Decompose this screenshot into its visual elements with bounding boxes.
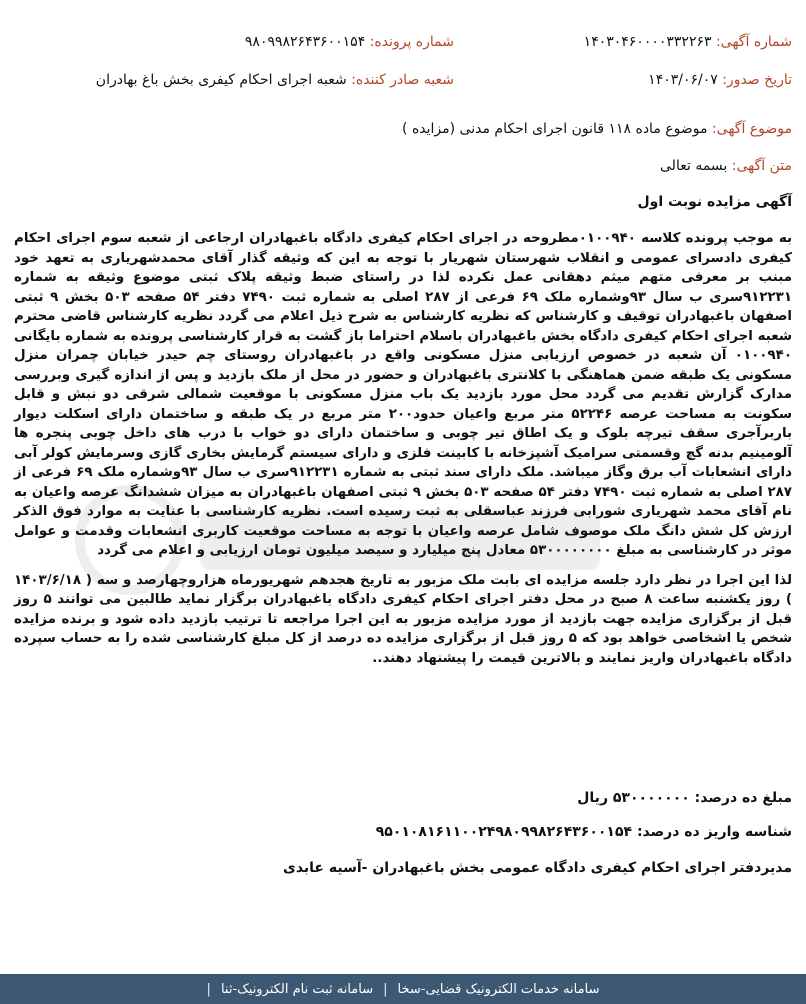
text-intro: بسمه تعالی — [660, 158, 728, 174]
header-row-2 — [14, 72, 792, 96]
deposit-id-label: شناسه واریز ده درصد: — [636, 824, 792, 840]
subject-label: موضوع آگهی: — [711, 121, 792, 137]
deposit-amount — [577, 790, 792, 806]
header-row-1 — [14, 34, 792, 58]
issue-date-value: ۱۴۰۳/۰۶/۰۷ — [648, 72, 718, 88]
notice-number-label: شماره آگهی: — [715, 34, 792, 50]
issuer — [96, 72, 454, 88]
deposit-value: ۵۳۰۰۰۰۰۰۰ ریال — [577, 790, 690, 806]
bottom-bar-separator-end: | — [206, 981, 211, 997]
issuer-label: شعبه صادر کننده: — [351, 72, 454, 88]
notice-body — [14, 229, 792, 668]
case-number-value: ۹۸۰۹۹۸۲۶۴۳۶۰۰۱۵۴ — [244, 34, 366, 50]
body-paragraph-1: به موجب پرونده کلاسه ۰۱۰۰۹۴۰مطروحه در اجرای احکام کیفری دادگاه باغبهادران ارجاعی از شعبه سوم اجرای احکام کیفری دادسرای عمومی و انقلاب شهرستان شهریار با توجه به این که وثیقه گذار آقای محمدشهریاری به تعهد خود مبنب بر معرفی متهم میثم دهقانی عمل نکرده لذا در راستای ضبط وثیقه پلاک ثبتی موضوع وثیقه به شماره ۹۱۲۲۳۱سری ب سال ۹۳وشماره ملک ۶۹ فرعی از ۲۸۷ اصلی به شماره ثبت ۷۴۹۰ دفتر ۵۴ صفحه ۵۰۳ بخش ۹ ثبتی اصفهان باغبهادران توقیف و کارشناس که نظریه کارشناس به شرح ذیل اعلام می گردد نظریه کارشناس قاضی محترم شعبه اجرای احکام کیفری دادگاه بخش باغبهادران باسلام احتراما باز گشت به قرار کارشناسی پرونده به شماره بایگانی ۰۱۰۰۹۴۰ آن شعبه در خصوص ارزیابی منزل مسکونی واقع در باغبهادران روستای چم حیدر خیابان چمران منزل مسکونی یک طبقه ضمن هماهنگی با کلانتری باغبهادران و حضور در محل از ملک بازدید و پس از اندازه گیری وبررسی مدارک گزارش تقدیم می گردد محل مورد بازدید یک باب منزل مسکونی با موقعیت شمالی شرقی دو نبش و قابل سکونت به مساحت عرصه ۵۲۲۴۶ متر مربع واعیان حدود۲۰۰ متر مربع در یک طبقه و ساختمان دارای اسکلت دیوار باربرآجری سقف تیرچه بلوک و یک اطاق تیر چوبی و ساختمان دارای دو خواب با درب های داخل چوبی پنجره ها آلومینیم بدنه گچ وقسمتی سرامیک آشپزخانه با کابینت فلزی و دارای سیستم گرمایش بخاری گازی وسرمایش کولر آبی دارای انشعابات آب برق وگاز میباشد. ملک دارای سند ثبتی به شماره ۹۱۲۲۳۱سری ب سال ۹۳وشماره ملک ۶۹ فرعی از ۲۸۷ اصلی به شماره ثبت ۷۴۹۰ دفتر ۵۴ صفحه ۵۰۳ بخش ۹ ثبتی اصفهان باغبهادران به میزان ششدانگ عرصه واعیان به نام آقای محمد شهریاری شورابی فرزند عباسقلی به ثبت رسیده است. نظریه کارشناسی با عنایت به موارد فوق الذکر ارزش کل شش دانگ ملک موصوف شامل عرصه واعیان با توجه به مساحت موقعیت کاربری انشعابات وقدمت و عوامل موثر در کارشناسی به مبلغ ۵۳۰۰۰۰۰۰۰۰ معادل پنج میلیارد و سیصد میلیون تومان ارزیابی و اعلام می گردد — [14, 231, 793, 558]
issuer-value: شعبه اجرای احکام کیفری بخش باغ بهادران — [95, 72, 347, 88]
body-paragraph-2: لذا این اجرا در نظر دارد جلسه مزایده ای بابت ملک مزبور به تاریخ هجدهم شهریورماه هزاروچهارصد و سه ( ۱۴۰۳/۶/۱۸ ) روز یکشنبه ساعت ۸ صبح در محل دفتر اجرای احکام کیفری دادگاه باغبهادران برگزار نماید طالبین می توانند ۵ روز قبل از برگزاری مزایده جهت بازدید از مورد مزایده مزبور به این اجرا مراجعه تا ترتیب بازدید داده شود و برنده مزایده شخص یا اشخاصی خواهد بود که ۵ روز قبل از برگزاری مزایده ده درصد از کل مبلغ کارشناسی شده را به حساب سپرده دادگاه باغبهادران واریز نمایند و بالاترین قیمت را پیشنهاد دهند.. — [14, 572, 792, 666]
case-number-label: شماره پرونده: — [369, 34, 454, 50]
bottom-bar-separator: | — [383, 981, 388, 997]
deposit-id-value: ۹۵۰۱۰۸۱۶۱۱۰۰۲۴۹۸۰۹۹۸۲۶۴۳۶۰۰۱۵۴ — [375, 824, 633, 840]
bottom-bar-link-sakha[interactable]: سامانه خدمات الکترونیک قضایی-سخا — [397, 981, 600, 997]
deposit-id — [376, 824, 792, 840]
text-label: متن آگهی: — [731, 158, 792, 174]
issue-date-label: تاریخ صدور: — [722, 72, 792, 88]
signature: مدیردفتر اجرای احکام کیفری دادگاه عمومی بخش باغبهادران -آسیه عابدی — [283, 860, 792, 876]
notice-number-value: ۱۴۰۳۰۴۶۰۰۰۰۳۳۲۲۶۳ — [583, 34, 712, 50]
subject-row — [14, 121, 792, 145]
case-number — [245, 34, 454, 50]
bottom-bar-link-sana[interactable]: سامانه ثبت نام الکترونیک-ثنا — [220, 981, 374, 997]
notice-number — [584, 34, 792, 50]
bottom-bar — [0, 974, 806, 1004]
issue-date — [648, 72, 792, 88]
deposit-label: مبلغ ده درصد: — [694, 790, 792, 806]
subject-value: موضوع ماده ۱۱۸ قانون اجرای احکام مدنی (مزایده ) — [402, 121, 708, 137]
notice-title: آگهی مزایده نوبت اول — [637, 194, 792, 210]
text-row — [14, 158, 792, 182]
